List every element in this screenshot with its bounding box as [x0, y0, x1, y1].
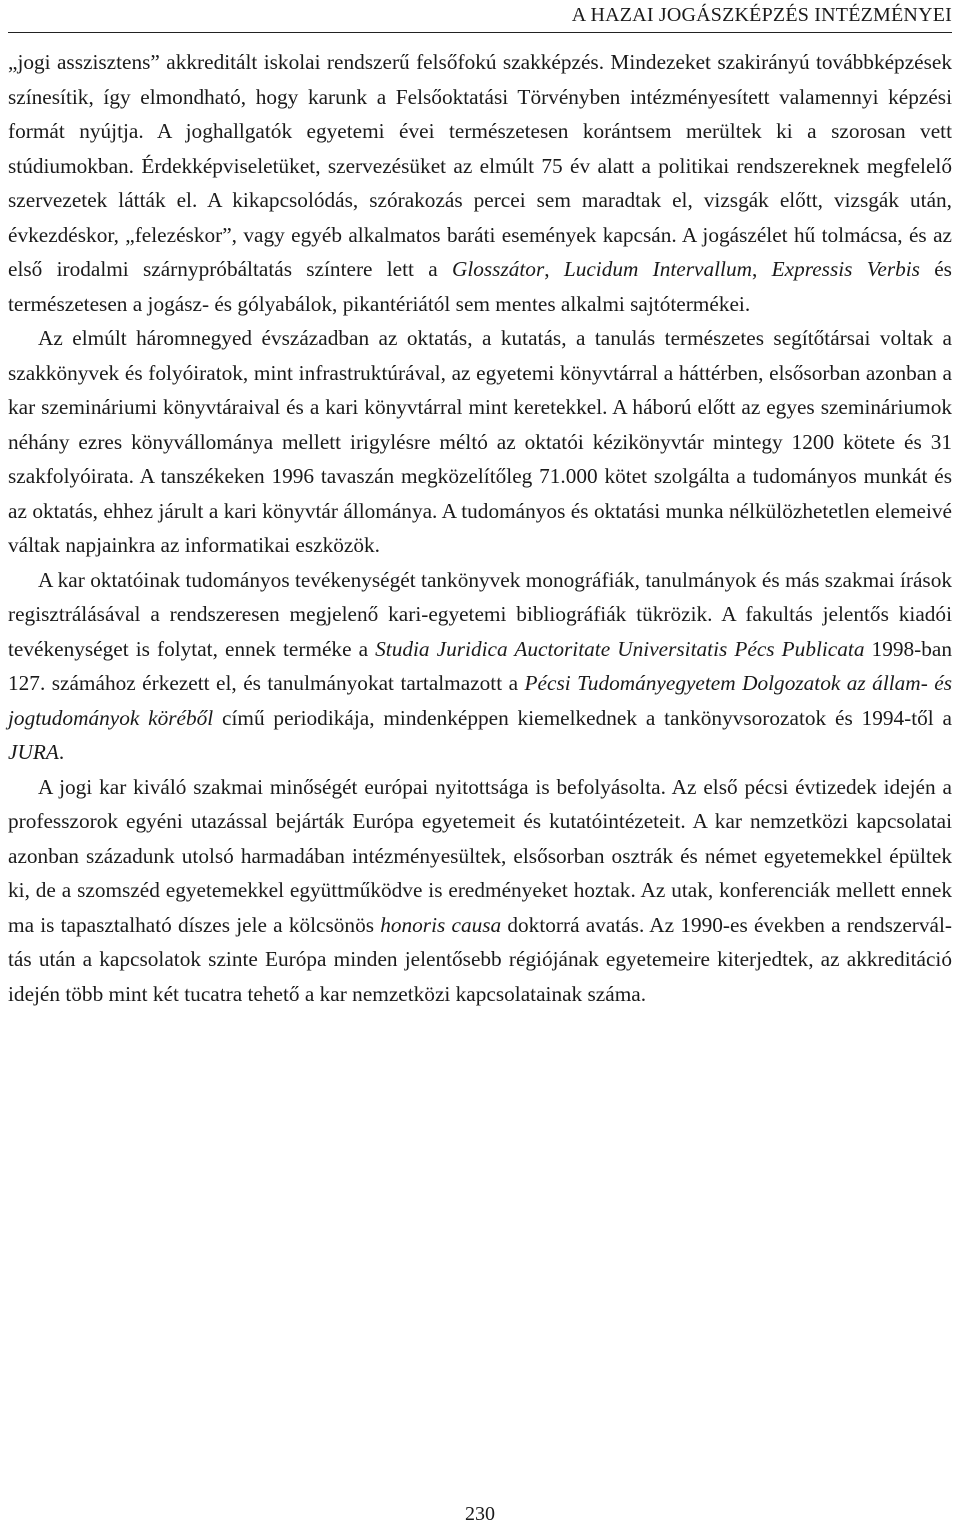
paragraph: [8, 45, 952, 321]
paragraph-text: ,: [544, 257, 564, 281]
paragraph-text: „jogi asszisztens” akkreditált iskolai rendszerű felsőfokú szakképzés. Mindezeket szakirányú továbbképzések színesítik, így elmondható, hogy karunk a Felsőoktatási Törvényben intézményesített valamennyi képzési formát nyújtja. A joghallgatók egyetemi évei természetesen korántsem merültek ki a szorosan vett stúdiumokban. Érdekképviseletüket, szervezésüket az elmúlt 75 év alatt a politikai rendszereknek megfelelő szervezetek látták el. A kikapcsolódás, szórakozás percei sem maradtak el, vizsgák előtt, vizsgák után, évkezdéskor, „felezéskor”, vagy egyéb alkalmatos baráti események kapcsán. A jogászélet hű tolmácsa, és az első irodalmi szárnypróbáltatás színtere lett a: [8, 50, 952, 281]
italic-title-text: Glosszátor: [451, 257, 545, 281]
italic-title-text: Studia Juridica Auctoritate Universitatis Pécs Publicata: [375, 636, 865, 661]
page-number: 230: [465, 1503, 495, 1525]
paragraph-text: 1998-ban 127. számához érkezett el, és tanulmányokat tartalmazott a: [8, 636, 952, 695]
paragraph-text: ,: [752, 257, 772, 281]
running-header: A HAZAI JOGÁSZKÉPZÉS INTÉZMÉNYEI: [8, 2, 952, 33]
italic-title-text: honoris causa: [380, 912, 502, 937]
paragraph: [8, 770, 952, 1012]
paragraph: [8, 321, 952, 563]
paragraph-text: Az elmúlt háromnegyed évszázadban az oktatás, a kutatás, a tanulás természetes segítőtársai voltak a szakkönyvek és folyóiratok, mint infrastruktúrával, az egyetemi könyvtárral a háttérben, elsősorban azonban a kar szemináriumi könyvtáraival és a kari könyvtárral mint keretekkel. A háború előtt az egyes szemináriumok néhány ezres könyvállománya mellett irigylésre méltó az oktatói kézikönyvtár mintegy 1200 kötete és 31 szakfolyóirata. A tanszékeken 1996 tavaszán megközelítőleg 71.000 kötet szolgálta a tudományos munkát és az oktatás, ehhez járult a kari könyvtár állománya. A tudományos és oktatási munka nélkülözhetetlen elemeivé váltak napjainkra az informatikai eszközök.: [8, 326, 952, 557]
body-text: [8, 45, 952, 1011]
paragraph-text: A jogi kar kiváló szakmai minőségét európai nyitottsága is befolyásolta. Az első pécsi évtizedek idején a professzorok egyéni utazással bejárták Európa egyetemeit és kutatóintézeteit. A kar nemzetközi kapcsolatai azonban századunk utolsó harmadában intézményesültek, elsősorban osztrák és német egyetemekkel épültek ki, de a szomszéd egyetemekkel együttműködve is eredményeket hoztak. Az utak, konferenciák mellett ennek ma is tapasztalható díszes jele a kölcsönös: [8, 774, 952, 937]
italic-title-text: Lucidum Intervallum: [563, 257, 753, 281]
paragraph-text: című periodikája, mindenképpen kiemelkednek a tankönyvsorozatok és 1994-től a: [213, 705, 952, 730]
paragraph-text: .: [58, 740, 65, 764]
paragraph: [8, 563, 952, 770]
italic-title-text: JURA: [8, 740, 59, 764]
paragraph-text: és természetesen a jogász- és gólyabálok, pikantériától sem mentes alkalmi sajtótermékei.: [8, 257, 952, 316]
paragraph-text: doktorrá avatás. Az 1990-es években a rendszerváltás után a kapcsolatok szinte Európa minden jelentősebb régiójának egyetemeire kiterjedtek, az akkreditáció idején több mint két tucatra tehető a kar nemzetközi kapcsolatainak száma.: [8, 912, 952, 1006]
paragraph-text: A kar oktatóinak tudományos tevékenységét tankönyvek monográfiák, tanulmányok és más szakmai írások regisztrálásával a rendszeresen megjelenő kari-egyetemi bibliográfiák tükrözik. A fakultás jelentős kiadói tevékenységet is folytat, ennek terméke a: [8, 567, 952, 661]
italic-title-text: Pécsi Tudományegyetem Dolgozatok az állam- és jogtudományok köréből: [8, 671, 952, 730]
italic-title-text: Expressis Verbis: [771, 257, 920, 281]
